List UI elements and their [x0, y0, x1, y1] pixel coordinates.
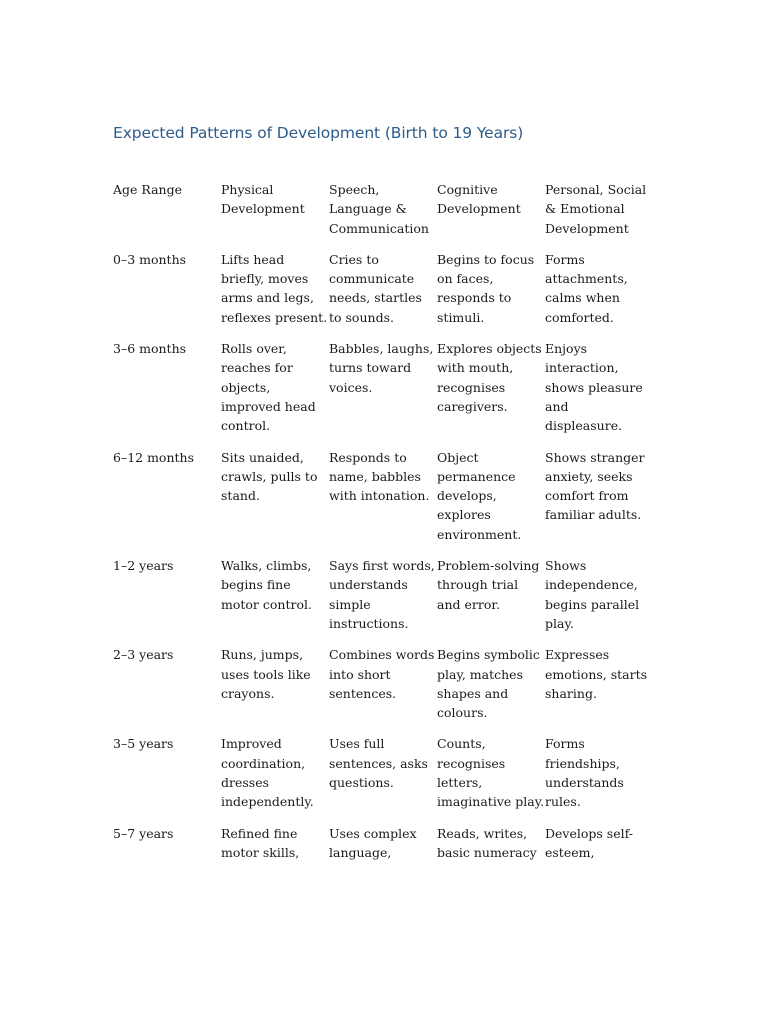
speech-cell: Babbles, laughs, turns toward voices. [329, 341, 434, 395]
table-row [113, 448, 648, 556]
physical-cell: Improved coordination, dresses independently. [221, 736, 314, 810]
column-header-personal-social: Personal, Social & Emotional Development [545, 182, 647, 236]
table-row [113, 734, 648, 823]
speech-cell: Says first words, understands simple instructions. [329, 558, 435, 631]
table-header-row [113, 180, 648, 250]
speech-cell: Cries to communicate needs, startles to sounds. [329, 251, 422, 325]
age-range-cell: 1–2 years [113, 558, 174, 574]
personal-social-cell: Expresses emotions, starts sharing. [545, 647, 648, 701]
cognitive-cell: Reads, writes, basic numeracy [437, 825, 537, 860]
table-row [113, 824, 648, 875]
age-range-cell: 2–3 years [113, 647, 174, 663]
column-header-speech: Speech, Language & Communication [329, 182, 429, 236]
physical-cell: Refined fine motor skills, [221, 825, 300, 860]
cognitive-cell: Begins to focus on faces, responds to stimuli. [437, 251, 535, 325]
personal-social-cell: Shows independence, begins parallel play. [545, 558, 640, 631]
physical-cell: Runs, jumps, uses tools like crayons. [221, 647, 311, 701]
cognitive-cell: Begins symbolic play, matches shapes and colours. [437, 647, 540, 721]
cognitive-cell: Object permanence develops, explores environment. [437, 449, 522, 542]
table-row [113, 339, 648, 447]
column-header-cognitive: Cognitive Development [437, 182, 521, 217]
age-range-cell: 3–5 years [113, 736, 174, 752]
personal-social-cell: Forms attachments, calms when comforted. [545, 251, 628, 325]
physical-cell: Walks, climbs, begins fine motor control. [221, 558, 312, 612]
cognitive-cell: Problem-solving through trial and error. [437, 558, 540, 612]
physical-cell: Sits unaided, crawls, pulls to stand. [221, 449, 318, 504]
cognitive-cell: Counts, recognises letters, imaginative play. [437, 736, 545, 810]
physical-cell: Rolls over, reaches for objects, improved head control. [221, 341, 316, 434]
speech-cell: Responds to name, babbles with intonation. [329, 449, 430, 504]
speech-cell: Combines words into short sentences. [329, 647, 435, 701]
table-row [113, 556, 648, 645]
column-header-age-range: Age Range [113, 182, 183, 197]
personal-social-cell: Enjoys interaction, shows pleasure and displeasure. [545, 341, 643, 434]
personal-social-cell: Forms friendships, understands rules. [545, 736, 624, 810]
age-range-cell: 0–3 months [113, 251, 187, 267]
personal-social-cell: Develops self-esteem, [545, 825, 634, 860]
column-header-physical: Physical Development [221, 182, 305, 217]
age-range-cell: 3–6 months [113, 341, 187, 357]
page-title: Expected Patterns of Development (Birth to 19 Years) [113, 124, 524, 142]
personal-social-cell: Shows stranger anxiety, seeks comfort from familiar adults. [545, 449, 645, 523]
speech-cell: Uses full sentences, asks questions. [329, 736, 428, 791]
age-range-cell: 5–7 years [113, 825, 174, 841]
speech-cell: Uses complex language, [329, 825, 417, 860]
development-table [113, 180, 648, 874]
age-range-cell: 6–12 months [113, 449, 194, 465]
table-row [113, 645, 648, 734]
cognitive-cell: Explores objects with mouth, recognises caregivers. [437, 341, 542, 414]
table-row [113, 250, 648, 339]
physical-cell: Lifts head briefly, moves arms and legs, reflexes present. [221, 251, 328, 325]
